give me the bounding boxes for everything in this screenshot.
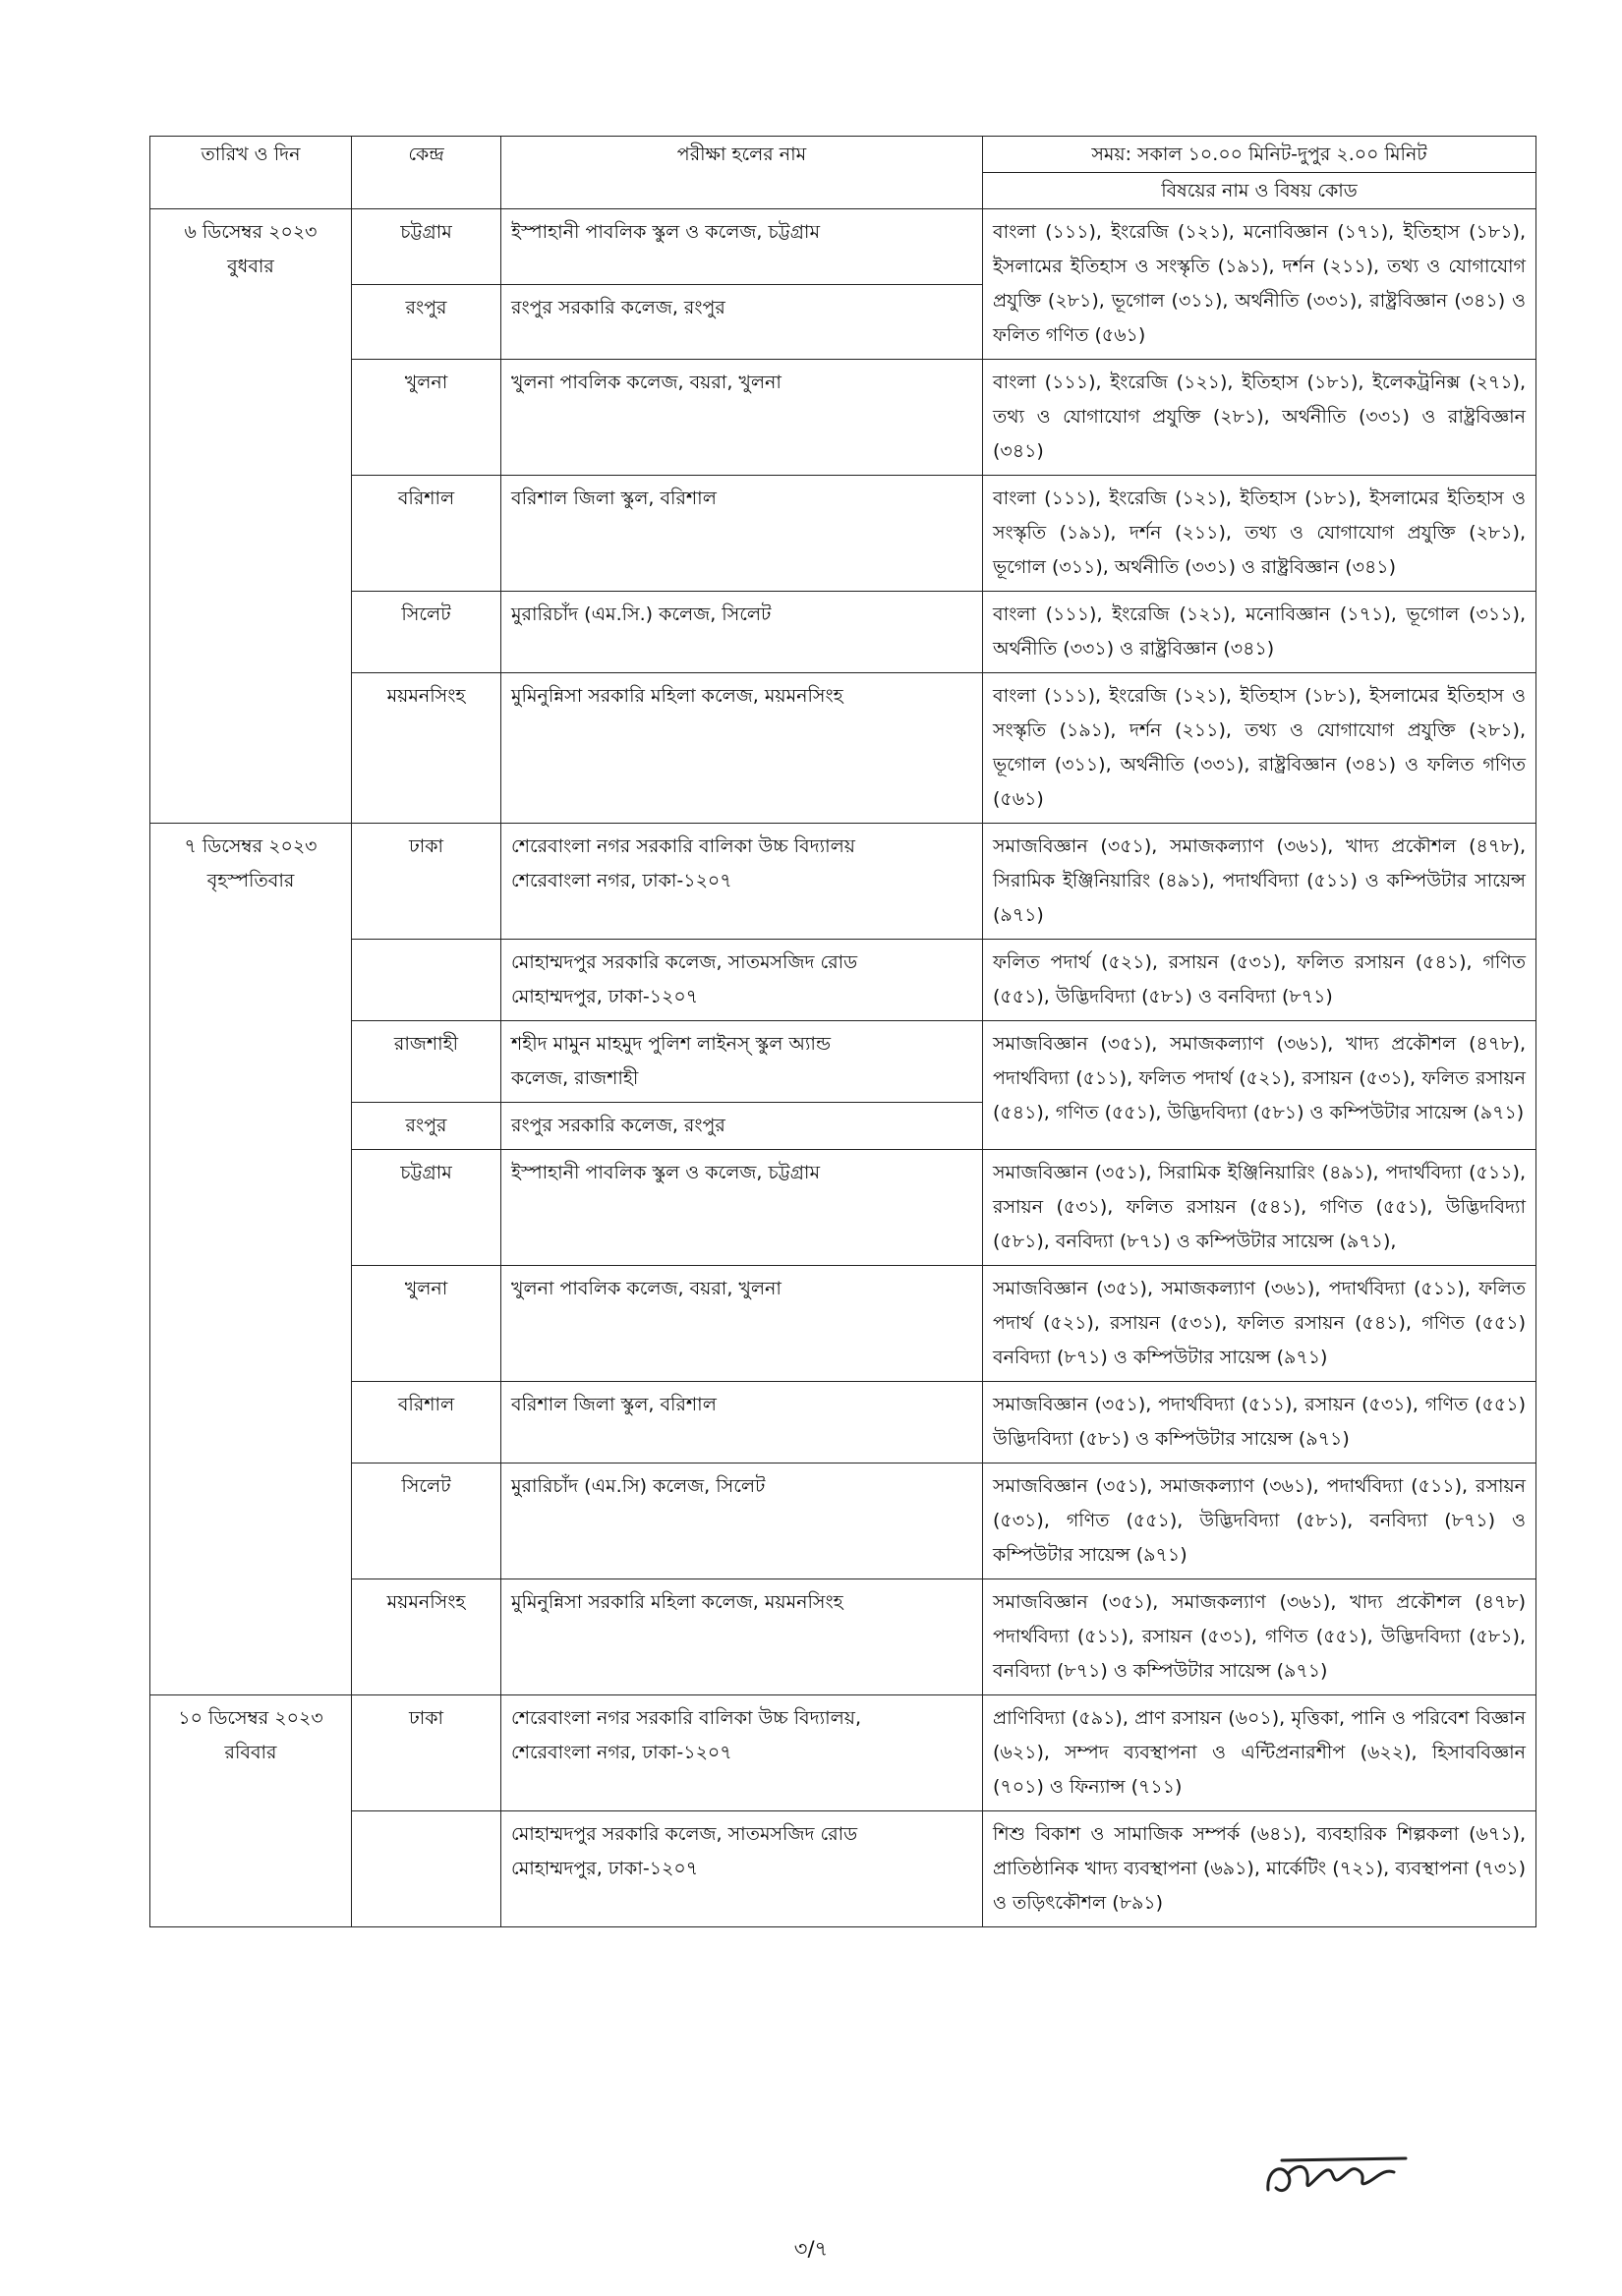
exam-hall-cell bbox=[501, 824, 983, 940]
exam-hall-name: শেরেবাংলা নগর, ঢাকা-১২০৭ bbox=[511, 1742, 732, 1763]
exam-hall-cell bbox=[501, 476, 983, 592]
exam-date: ৭ ডিসেম্বর ২০২৩ bbox=[184, 835, 318, 857]
exam-hall-cell bbox=[501, 1695, 983, 1811]
exam-hall-name: শেরেবাংলা নগর, ঢাকা-১২০৭ bbox=[511, 870, 732, 891]
center-name: ময়মনসিংহ bbox=[352, 1579, 501, 1695]
exam-hall-name: মোহাম্মদপুর, ঢাকা-১২০৭ bbox=[511, 1858, 699, 1879]
center-name: ঢাকা bbox=[352, 824, 501, 940]
subject-list: ফলিত পদার্থ (৫২১), রসায়ন (৫৩১), ফলিত রসায়ন (৫৪১), গণিত (৫৫১), উদ্ভিদবিদ্যা (৫৮১) ও বনবিদ্যা (৮৭১) bbox=[983, 940, 1536, 1021]
exam-hall-name: খুলনা পাবলিক কলেজ, বয়রা, খুলনা bbox=[511, 372, 782, 393]
exam-hall-name: মুমিনুন্নিসা সরকারি মহিলা কলেজ, ময়মনসিংহ bbox=[511, 685, 843, 707]
exam-hall-cell bbox=[501, 673, 983, 824]
exam-hall-name: খুলনা পাবলিক কলেজ, বয়রা, খুলনা bbox=[511, 1278, 782, 1299]
center-name: বরিশাল bbox=[352, 1382, 501, 1464]
signature-icon bbox=[1258, 2143, 1416, 2211]
table-row bbox=[150, 673, 1536, 824]
exam-hall-cell bbox=[501, 284, 983, 360]
exam-hall-cell bbox=[501, 1811, 983, 1927]
exam-hall-name: মুরারিচাঁদ (এম.সি) কলেজ, সিলেট bbox=[511, 1475, 766, 1497]
table-row bbox=[150, 1382, 1536, 1464]
table-row bbox=[150, 1150, 1536, 1266]
center-name: ঢাকা bbox=[352, 1695, 501, 1811]
center-name: খুলনা bbox=[352, 1266, 501, 1382]
subject-column-header: বিষয়ের নাম ও বিষয় কোড bbox=[983, 173, 1536, 209]
subject-list: শিশু বিকাশ ও সামাজিক সম্পর্ক (৬৪১), ব্যবহারিক শিল্পকলা (৬৭১), প্রাতিষ্ঠানিক খাদ্য ব্যবস্থাপনা (৬৯১), মার্কেটিং (৭২১), ব্যবস্থাপনা (৭৩১) ও তড়িৎকৌশল (৮৯১) bbox=[983, 1811, 1536, 1927]
center-name: রংপুর bbox=[352, 1103, 501, 1150]
exam-hall-cell bbox=[501, 360, 983, 476]
center-name: চট্টগ্রাম bbox=[352, 1150, 501, 1266]
table-row bbox=[150, 1021, 1536, 1103]
header-row bbox=[150, 137, 1536, 173]
exam-hall-cell bbox=[501, 1579, 983, 1695]
exam-hall-name: মুমিনুন্নিসা সরকারি মহিলা কলেজ, ময়মনসিংহ bbox=[511, 1591, 843, 1613]
exam-hall-name: রংপুর সরকারি কলেজ, রংপুর bbox=[511, 1115, 725, 1136]
exam-hall-cell bbox=[501, 1103, 983, 1150]
exam-hall-name: কলেজ, রাজশাহী bbox=[511, 1067, 639, 1089]
table-row bbox=[150, 1266, 1536, 1382]
table-row bbox=[150, 1464, 1536, 1579]
exam-date-cell bbox=[150, 1695, 352, 1927]
table-row bbox=[150, 592, 1536, 673]
exam-schedule-table bbox=[149, 136, 1536, 1927]
subject-list: বাংলা (১১১), ইংরেজি (১২১), ইতিহাস (১৮১), ইলেকট্রনিক্স (২৭১), তথ্য ও যোগাযোগ প্রযুক্তি (২৮১), অর্থনীতি (৩৩১) ও রাষ্ট্রবিজ্ঞান (৩৪১) bbox=[983, 360, 1536, 476]
exam-hall-name: রংপুর সরকারি কলেজ, রংপুর bbox=[511, 296, 725, 318]
exam-weekday: রবিবার bbox=[224, 1742, 277, 1763]
subject-list: সমাজবিজ্ঞান (৩৫১), সিরামিক ইঞ্জিনিয়ারিং (৪৯১), পদার্থবিদ্যা (৫১১), রসায়ন (৫৩১), ফলিত রসায়ন (৫৪১), গণিত (৫৫১), উদ্ভিদবিদ্যা (৫৮১), বনবিদ্যা (৮৭১) ও কম্পিউটার সায়েন্স (৯৭১), bbox=[983, 1150, 1536, 1266]
center-name: বরিশাল bbox=[352, 476, 501, 592]
exam-hall-name: মোহাম্মদপুর সরকারি কলেজ, সাতমসজিদ রোড bbox=[511, 951, 858, 973]
subject-list: সমাজবিজ্ঞান (৩৫১), সমাজকল্যাণ (৩৬১), খাদ্য প্রকৌশল (৪৭৮) পদার্থবিদ্যা (৫১১), রসায়ন (৫৩১), গণিত (৫৫১), উদ্ভিদবিদ্যা (৫৮১), বনবিদ্যা (৮৭১) ও কম্পিউটার সায়েন্স (৯৭১) bbox=[983, 1579, 1536, 1695]
exam-date: ৬ ডিসেম্বর ২০২৩ bbox=[184, 221, 318, 243]
subject-list: বাংলা (১১১), ইংরেজি (১২১), ইতিহাস (১৮১), ইসলামের ইতিহাস ও সংস্কৃতি (১৯১), দর্শন (২১১), তথ্য ও যোগাযোগ প্রযুক্তি (২৮১), ভূগোল (৩১১), অর্থনীতি (৩৩১) ও রাষ্ট্রবিজ্ঞান (৩৪১) bbox=[983, 476, 1536, 592]
exam-hall-name: মোহাম্মদপুর, ঢাকা-১২০৭ bbox=[511, 986, 699, 1007]
exam-hall-name: বরিশাল জিলা স্কুল, বরিশাল bbox=[511, 1394, 717, 1415]
subject-list: সমাজবিজ্ঞান (৩৫১), সমাজকল্যাণ (৩৬১), খাদ্য প্রকৌশল (৪৭৮), সিরামিক ইঞ্জিনিয়ারিং (৪৯১), পদার্থবিদ্যা (৫১১) ও কম্পিউটার সায়েন্স (৯৭১) bbox=[983, 824, 1536, 940]
exam-hall-name: শেরেবাংলা নগর সরকারি বালিকা উচ্চ বিদ্যালয়, bbox=[511, 1707, 862, 1729]
table-row bbox=[150, 360, 1536, 476]
subject-list: সমাজবিজ্ঞান (৩৫১), পদার্থবিদ্যা (৫১১), রসায়ন (৫৩১), গণিত (৫৫১) উদ্ভিদবিদ্যা (৫৮১) ও কম্পিউটার সায়েন্স (৯৭১) bbox=[983, 1382, 1536, 1464]
exam-date-cell bbox=[150, 824, 352, 1695]
schedule-body bbox=[150, 209, 1536, 1927]
exam-time-header: সময়: সকাল ১০.০০ মিনিট-দুপুর ২.০০ মিনিট bbox=[983, 137, 1536, 173]
table-row bbox=[150, 476, 1536, 592]
exam-hall-cell bbox=[501, 940, 983, 1021]
center-name bbox=[352, 940, 501, 1021]
subject-list: সমাজবিজ্ঞান (৩৫১), সমাজকল্যাণ (৩৬১), খাদ্য প্রকৌশল (৪৭৮), পদার্থবিদ্যা (৫১১), ফলিত পদার্থ (৫২১), রসায়ন (৫৩১), ফলিত রসায়ন (৫৪১), গণিত (৫৫১), উদ্ভিদবিদ্যা (৫৮১) ও কম্পিউটার সায়েন্স (৯৭১) bbox=[983, 1021, 1536, 1150]
subject-list: বাংলা (১১১), ইংরেজি (১২১), মনোবিজ্ঞান (১৭১), ইতিহাস (১৮১), ইসলামের ইতিহাস ও সংস্কৃতি (১৯১), দর্শন (২১১), তথ্য ও যোগাযোগ প্রযুক্তি (২৮১), ভূগোল (৩১১), অর্থনীতি (৩৩১), রাষ্ট্রবিজ্ঞান (৩৪১) ও ফলিত গণিত (৫৬১) bbox=[983, 209, 1536, 360]
center-name: রংপুর bbox=[352, 284, 501, 360]
exam-weekday: বৃহস্পতিবার bbox=[206, 870, 295, 891]
exam-hall-cell bbox=[501, 1266, 983, 1382]
subject-list: বাংলা (১১১), ইংরেজি (১২১), ইতিহাস (১৮১), ইসলামের ইতিহাস ও সংস্কৃতি (১৯১), দর্শন (২১১), তথ্য ও যোগাযোগ প্রযুক্তি (২৮১), ভূগোল (৩১১), অর্থনীতি (৩৩১), রাষ্ট্রবিজ্ঞান (৩৪১) ও ফলিত গণিত (৫৬১) bbox=[983, 673, 1536, 824]
page-number: ৩/৭ bbox=[793, 2237, 829, 2261]
subject-list: বাংলা (১১১), ইংরেজি (১২১), মনোবিজ্ঞান (১৭১), ভূগোল (৩১১), অর্থনীতি (৩৩১) ও রাষ্ট্রবিজ্ঞান (৩৪১) bbox=[983, 592, 1536, 673]
subject-list: সমাজবিজ্ঞান (৩৫১), সমাজকল্যাণ (৩৬১), পদার্থবিদ্যা (৫১১), ফলিত পদার্থ (৫২১), রসায়ন (৫৩১), ফলিত রসায়ন (৫৪১), গণিত (৫৫১) বনবিদ্যা (৮৭১) ও কম্পিউটার সায়েন্স (৯৭১) bbox=[983, 1266, 1536, 1382]
exam-hall-name: মুরারিচাঁদ (এম.সি.) কলেজ, সিলেট bbox=[511, 603, 772, 625]
hall-column-header: পরীক্ষা হলের নাম bbox=[501, 137, 983, 209]
center-name: ময়মনসিংহ bbox=[352, 673, 501, 824]
table-row bbox=[150, 940, 1536, 1021]
subject-list: প্রাণিবিদ্যা (৫৯১), প্রাণ রসায়ন (৬০১), মৃত্তিকা, পানি ও পরিবেশ বিজ্ঞান (৬২১), সম্পদ ব্যবস্থাপনা ও এন্টিপ্রনারশীপ (৬২২), হিসাববিজ্ঞান (৭০১) ও ফিন্যান্স (৭১১) bbox=[983, 1695, 1536, 1811]
exam-hall-name: ইস্পাহানী পাবলিক স্কুল ও কলেজ, চট্টগ্রাম bbox=[511, 1162, 820, 1183]
center-name bbox=[352, 1811, 501, 1927]
table-row bbox=[150, 1811, 1536, 1927]
exam-hall-name: শহীদ মামুন মাহমুদ পুলিশ লাইনস্ স্কুল অ্যান্ড bbox=[511, 1033, 832, 1055]
center-name: খুলনা bbox=[352, 360, 501, 476]
center-name: রাজশাহী bbox=[352, 1021, 501, 1103]
exam-hall-name: ইস্পাহানী পাবলিক স্কুল ও কলেজ, চট্টগ্রাম bbox=[511, 221, 820, 243]
exam-hall-cell bbox=[501, 209, 983, 285]
table-row bbox=[150, 209, 1536, 285]
exam-hall-name: মোহাম্মদপুর সরকারি কলেজ, সাতমসজিদ রোড bbox=[511, 1823, 858, 1845]
date-column-header: তারিখ ও দিন bbox=[150, 137, 352, 209]
center-column-header: কেন্দ্র bbox=[352, 137, 501, 209]
exam-date: ১০ ডিসেম্বর ২০২৩ bbox=[178, 1707, 323, 1729]
subject-list: সমাজবিজ্ঞান (৩৫১), সমাজকল্যাণ (৩৬১), পদার্থবিদ্যা (৫১১), রসায়ন (৫৩১), গণিত (৫৫১), উদ্ভিদবিদ্যা (৫৮১), বনবিদ্যা (৮৭১) ও কম্পিউটার সায়েন্স (৯৭১) bbox=[983, 1464, 1536, 1579]
exam-hall-cell bbox=[501, 1382, 983, 1464]
exam-weekday: বুধবার bbox=[227, 256, 274, 277]
exam-hall-name: বরিশাল জিলা স্কুল, বরিশাল bbox=[511, 488, 717, 509]
exam-date-cell bbox=[150, 209, 352, 824]
center-name: সিলেট bbox=[352, 1464, 501, 1579]
exam-hall-cell bbox=[501, 592, 983, 673]
exam-hall-cell bbox=[501, 1150, 983, 1266]
table-row bbox=[150, 1579, 1536, 1695]
center-name: চট্টগ্রাম bbox=[352, 209, 501, 285]
table-row bbox=[150, 1695, 1536, 1811]
exam-hall-name: শেরেবাংলা নগর সরকারি বালিকা উচ্চ বিদ্যালয় bbox=[511, 835, 855, 857]
exam-hall-cell bbox=[501, 1021, 983, 1103]
table-row bbox=[150, 824, 1536, 940]
exam-hall-cell bbox=[501, 1464, 983, 1579]
center-name: সিলেট bbox=[352, 592, 501, 673]
